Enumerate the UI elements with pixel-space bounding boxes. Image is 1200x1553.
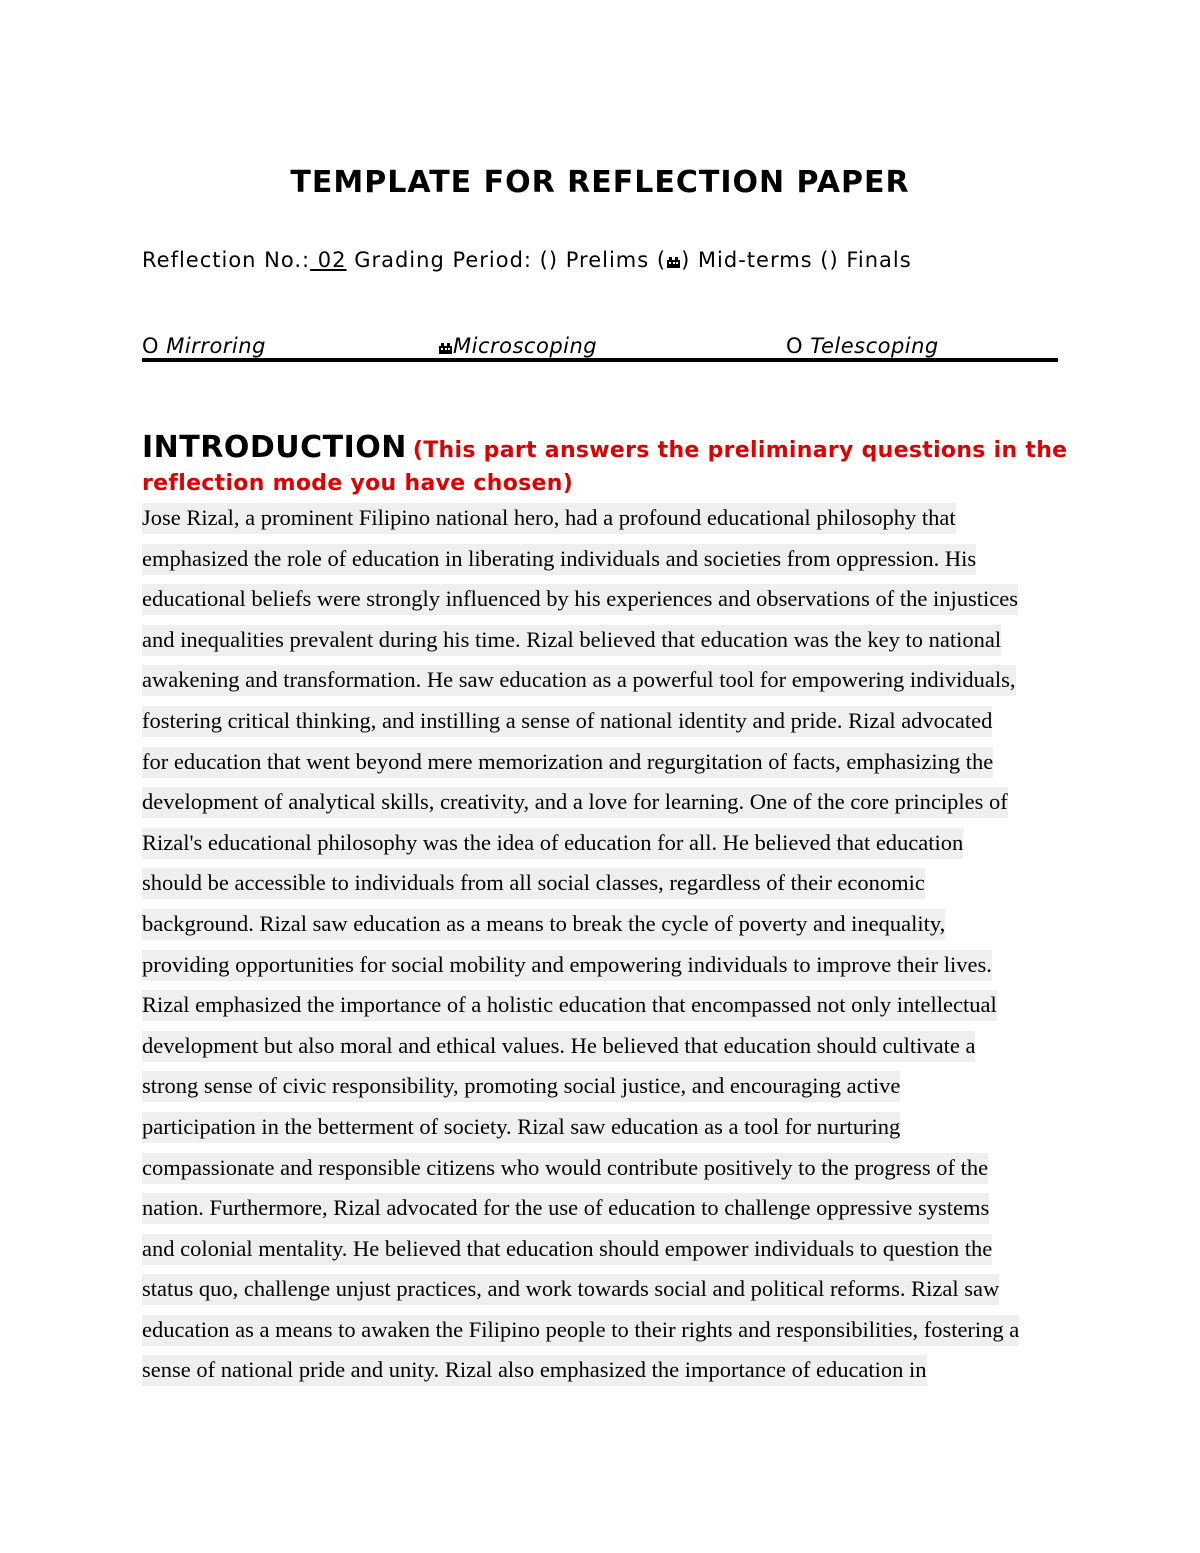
- body-text-line-content: Rizal emphasized the importance of a holistic education that encompassed not only intellectual: [142, 990, 997, 1021]
- reflection-mode-row: [142, 332, 1058, 360]
- body-text-line: [142, 1229, 1082, 1270]
- body-text-line-content: for education that went beyond mere memorization and regurgitation of facts, emphasizing the: [142, 747, 993, 778]
- reflection-number-label: Reflection No.:: [142, 248, 311, 272]
- body-text-line-content: background. Rizal saw education as a means to break the cycle of poverty and inequality,: [142, 909, 945, 940]
- body-text-line-content: should be accessible to individuals from all social classes, regardless of their economic: [142, 868, 925, 899]
- mode-label-mirroring: Mirroring: [166, 334, 266, 358]
- body-text-line-content: status quo, challenge unjust practices, and work towards social and political reforms. Rizal saw: [142, 1274, 999, 1305]
- body-text-line: [142, 863, 1082, 904]
- mode-label-telescoping: Telescoping: [810, 334, 939, 358]
- grading-period-label: Grading Period: () Prelims (: [346, 248, 667, 272]
- mode-option-microscoping: [438, 332, 597, 360]
- body-text-line: [142, 1188, 1082, 1229]
- body-text-line-content: Rizal's educational philosophy was the idea of education for all. He believed that education: [142, 828, 963, 859]
- check-box-glyph-icon: [666, 256, 681, 269]
- body-text-line: [142, 701, 1082, 742]
- body-text-line: [142, 1066, 1082, 1107]
- body-text-line: [142, 945, 1082, 986]
- body-text-line-content: development of analytical skills, creativity, and a love for learning. One of the core principles of: [142, 787, 1008, 818]
- body-text-line-content: compassionate and responsible citizens who would contribute positively to the progress of the: [142, 1153, 988, 1184]
- body-text-line-content: development but also moral and ethical values. He believed that education should cultivate a: [142, 1031, 975, 1062]
- body-text-line: [142, 823, 1082, 864]
- body-text-line: [142, 782, 1082, 823]
- body-text-line-content: fostering critical thinking, and instilling a sense of national identity and pride. Rizal advocated: [142, 706, 992, 737]
- body-text-line: [142, 985, 1082, 1026]
- body-text-line: [142, 620, 1082, 661]
- introduction-heading: [142, 432, 1072, 500]
- reflection-info-line: [142, 246, 912, 274]
- body-text-line-content: educational beliefs were strongly influenced by his experiences and observations of the injustices: [142, 584, 1018, 615]
- introduction-note: (This part answers the preliminary questions in the reflection mode you have chosen): [142, 438, 1068, 496]
- mode-option-mirroring: [142, 332, 266, 360]
- document-title: TEMPLATE FOR REFLECTION PAPER: [290, 165, 910, 200]
- check-box-glyph-icon: [438, 342, 453, 355]
- section-divider: [142, 358, 1058, 362]
- body-text-line: [142, 1026, 1082, 1067]
- grading-period-options: ) Mid-terms () Finals: [681, 248, 912, 272]
- introduction-title: INTRODUCTION: [142, 430, 407, 465]
- body-text-line-content: emphasized the role of education in liberating individuals and societies from oppression. His: [142, 544, 976, 575]
- body-text-line-content: and colonial mentality. He believed that education should empower individuals to question the: [142, 1234, 992, 1265]
- body-text-line: [142, 742, 1082, 783]
- introduction-body: [142, 498, 1082, 1391]
- body-text-line: [142, 1148, 1082, 1189]
- body-text-line-content: strong sense of civic responsibility, promoting social justice, and encouraging active: [142, 1071, 900, 1102]
- reflection-number-value: 02: [310, 248, 347, 272]
- unselected-mark: O: [142, 334, 160, 358]
- body-text-line: [142, 579, 1082, 620]
- body-text-line-content: education as a means to awaken the Filipino people to their rights and responsibilities, fostering a: [142, 1315, 1019, 1346]
- body-text-line-content: Jose Rizal, a prominent Filipino national hero, had a profound educational philosophy that: [142, 503, 956, 534]
- body-text-line-content: providing opportunities for social mobility and empowering individuals to improve their lives.: [142, 950, 992, 981]
- body-text-line: [142, 1269, 1082, 1310]
- body-text-line-content: participation in the betterment of society. Rizal saw education as a tool for nurturing: [142, 1112, 900, 1143]
- unselected-mark: O: [786, 334, 804, 358]
- body-text-line-content: and inequalities prevalent during his time. Rizal believed that education was the key to national: [142, 625, 1001, 656]
- body-text-line-content: sense of national pride and unity. Rizal also emphasized the importance of education in: [142, 1355, 927, 1386]
- mode-label-microscoping: Microscoping: [453, 334, 598, 358]
- body-text-line: [142, 660, 1082, 701]
- body-text-line: [142, 1107, 1082, 1148]
- body-text-line: [142, 1350, 1082, 1391]
- body-text-line: [142, 539, 1082, 580]
- body-text-line-content: nation. Furthermore, Rizal advocated for the use of education to challenge oppressive systems: [142, 1193, 989, 1224]
- mode-option-telescoping: [786, 332, 939, 360]
- body-text-line-content: awakening and transformation. He saw education as a powerful tool for empowering individuals,: [142, 665, 1016, 696]
- body-text-line: [142, 1310, 1082, 1351]
- body-text-line: [142, 498, 1082, 539]
- body-text-line: [142, 904, 1082, 945]
